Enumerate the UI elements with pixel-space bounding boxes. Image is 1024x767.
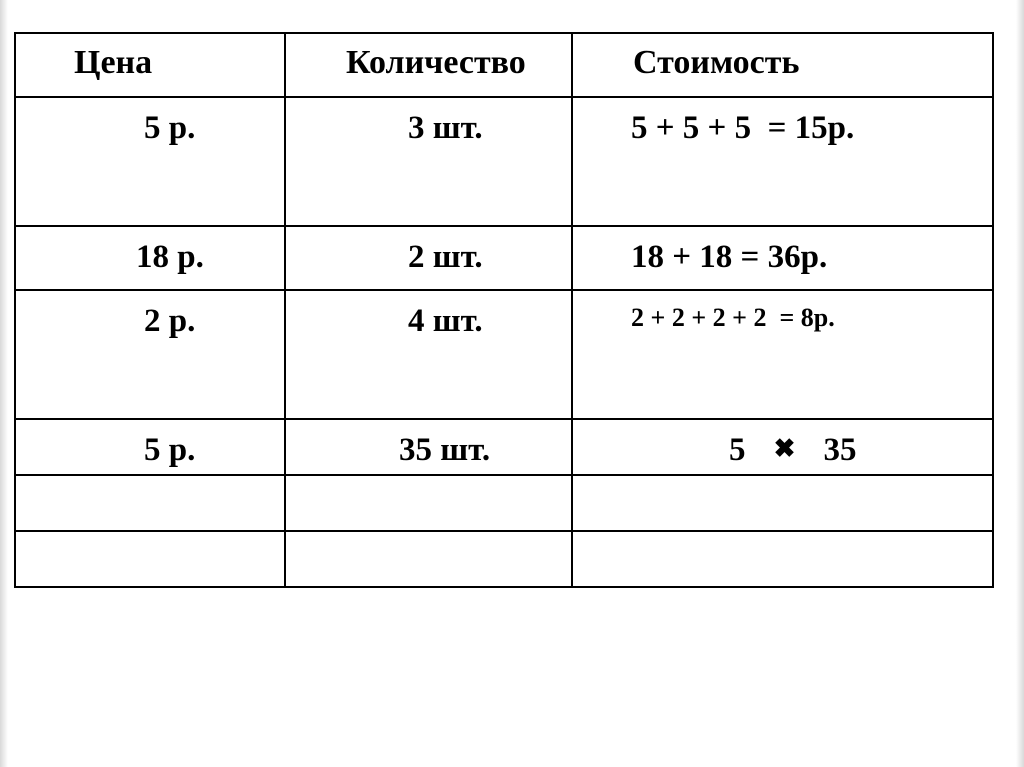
quantity-cell — [285, 226, 572, 290]
cost-cell — [572, 475, 993, 531]
cost-cell — [572, 97, 993, 226]
header-cost-label: Стоимость — [633, 44, 800, 81]
header-cell-quantity — [285, 33, 572, 97]
slide-shadow-right — [1016, 0, 1024, 767]
header-cell-price — [15, 33, 285, 97]
table-row — [15, 531, 993, 587]
table-row — [15, 226, 993, 290]
price-value: 2 р. — [144, 303, 196, 339]
slide-shadow-left — [0, 0, 8, 767]
price-cell — [15, 97, 285, 226]
cost-cell — [572, 531, 993, 587]
price-cell — [15, 475, 285, 531]
header-quantity-label: Количество — [346, 44, 526, 81]
table-row — [15, 97, 993, 226]
quantity-cell — [285, 531, 572, 587]
price-value: 18 р. — [136, 239, 204, 275]
quantity-value: 4 шт. — [408, 303, 483, 339]
table-header-row — [15, 33, 993, 97]
cost-value: 18 + 18 = 36р. — [631, 239, 828, 275]
quantity-value: 35 шт. — [399, 432, 491, 468]
multiply-icon: ✖ — [773, 434, 796, 463]
multiplication-expression — [729, 434, 857, 467]
price-value: 5 р. — [144, 432, 196, 468]
header-price-label: Цена — [74, 44, 153, 81]
cost-cell — [572, 226, 993, 290]
price-cell — [15, 419, 285, 475]
price-value: 5 р. — [144, 110, 196, 146]
multiplicand: 5 — [729, 432, 746, 468]
price-cell — [15, 290, 285, 419]
price-cell — [15, 226, 285, 290]
quantity-cell — [285, 97, 572, 226]
price-cell — [15, 531, 285, 587]
cost-value: 5 + 5 + 5 = 15р. — [631, 110, 855, 146]
price-quantity-cost-table — [14, 32, 994, 588]
quantity-cell — [285, 419, 572, 475]
quantity-cell — [285, 290, 572, 419]
multiplier: 35 — [823, 432, 857, 468]
quantity-value: 2 шт. — [408, 239, 483, 275]
quantity-cell — [285, 475, 572, 531]
cost-cell — [572, 290, 993, 419]
cost-cell — [572, 419, 993, 475]
header-cell-cost — [572, 33, 993, 97]
cost-value: 2 + 2 + 2 + 2 = 8р. — [631, 303, 835, 332]
table-row — [15, 475, 993, 531]
table-row — [15, 290, 993, 419]
table-row — [15, 419, 993, 475]
quantity-value: 3 шт. — [408, 110, 483, 146]
